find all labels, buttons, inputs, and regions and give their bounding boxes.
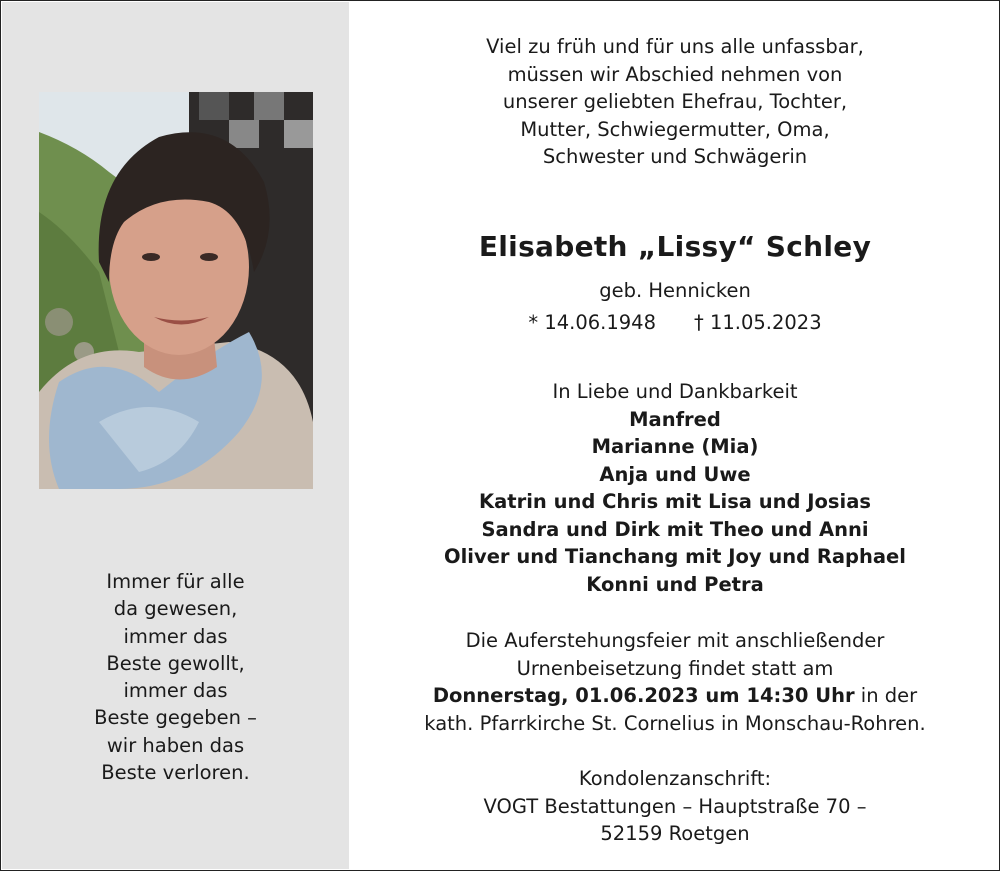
ceremony-info [351, 627, 999, 737]
quote-line: Beste gewollt, [106, 651, 245, 675]
intro-line: Viel zu früh und für uns alle unfassbar, [486, 35, 864, 58]
mourner-name: Katrin und Chris mit Lisa und Josias [479, 490, 871, 513]
intro-line: Schwester und Schwägerin [542, 145, 808, 168]
ceremony-location: kath. Pfarrkirche St. Cornelius in Monschau-Rohren. [424, 711, 926, 735]
intro-line: unserer geliebten Ehefrau, Tochter, [502, 90, 848, 113]
portrait-photo [39, 92, 313, 489]
condolence-line: VOGT Bestattungen – Hauptstraße 70 – [483, 794, 867, 818]
birth-date: * 14.06.1948 [528, 311, 656, 334]
quote-line: wir haben das [106, 733, 245, 757]
ceremony-date-suffix: in der [854, 684, 918, 707]
mourner-name: Oliver und Tianchang mit Joy und Raphael [444, 545, 906, 568]
mourner-name: Anja und Uwe [599, 462, 751, 486]
intro-line: müssen wir Abschied nehmen von [507, 62, 843, 86]
death-date: † 11.05.2023 [694, 311, 822, 334]
condolence-heading: Kondolenzanschrift: [578, 767, 772, 790]
life-dates [351, 311, 999, 334]
quote-line: da gewesen, [113, 597, 238, 621]
deceased-name: Elisabeth „Lissy“ Schley [478, 230, 872, 263]
mourners-heading: In Liebe und Dankbarkeit [552, 380, 798, 403]
mourner-name: Sandra und Dirk mit Theo und Anni [481, 517, 869, 541]
condolence-address [351, 765, 999, 848]
mourner-name: Konni und Petra [586, 572, 764, 596]
quote-line: Beste gegeben – [94, 706, 257, 730]
quote-line: Beste verloren. [101, 761, 250, 785]
ceremony-date-line [351, 682, 999, 710]
quote-line: Immer für alle [106, 570, 245, 593]
condolence-line: 52159 Roetgen [600, 822, 750, 845]
birth-name: geb. Hennicken [599, 279, 751, 302]
mourner-name: Marianne (Mia) [591, 435, 759, 458]
ceremony-datetime: Donnerstag, 01.06.2023 um 14:30 Uhr [432, 684, 855, 707]
mourners-list [351, 378, 999, 598]
ceremony-line: Die Auferstehungsfeier mit anschließender [465, 629, 885, 652]
intro-text [351, 33, 999, 171]
memorial-quote [2, 568, 349, 786]
ceremony-line: Urnenbeisetzung findet statt am [516, 656, 834, 680]
quote-line: immer das [123, 679, 228, 703]
quote-line: immer das [123, 624, 228, 648]
intro-line: Mutter, Schwiegermutter, Oma, [520, 117, 830, 141]
mourner-name: Manfred [629, 407, 721, 431]
